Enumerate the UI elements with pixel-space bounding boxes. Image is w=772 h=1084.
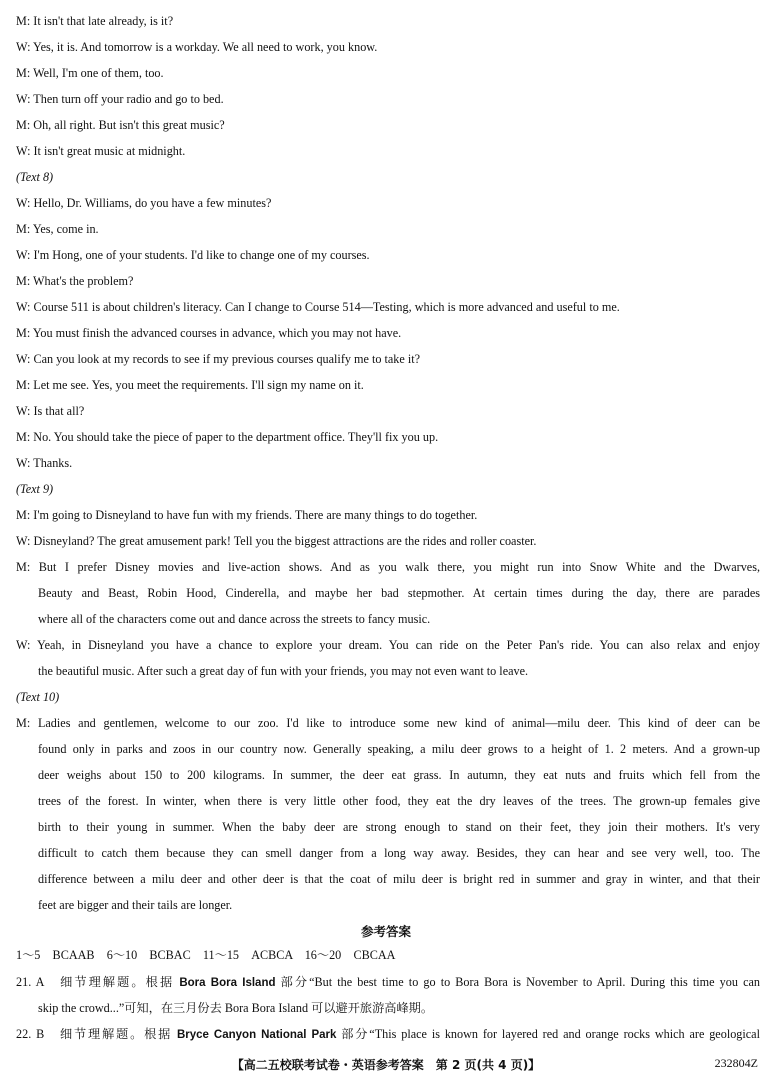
monologue-line-continued: deer weighs about 150 to 200 kilograms. In summer, the deer eat grass. In autumn, they eat nuts and fruits which fell from the (38, 768, 760, 782)
dialogue-line: W: Course 511 is about children's literacy. Can I change to Course 514—Testing, which is more advanced and useful to me. (16, 300, 620, 314)
dialogue-line-continued: the beautiful music. After such a great day of fun with your friends, you may not even want to leave. (38, 664, 529, 678)
answer-21: 21. A 细节理解题。根据 Bora Bora Island 部分“But the best time to go to Bora Bora is November to April. During this time you can (16, 975, 760, 989)
answers-heading: 参考答案 (360, 924, 411, 939)
monologue-line-continued: birth to their young in summer. When the baby deer are strong enough to stand on their feet, they join their mothers. It's very (38, 820, 760, 834)
section-label-text10: (Text 10) (16, 690, 60, 704)
monologue-line-continued: found only in parks and zoos in our country now. Generally speaking, a milu deer grows to a height of 1. 2 meters. And a grown-up (38, 742, 760, 756)
monologue-line-continued: feet are bigger and their tails are longer. (38, 898, 233, 912)
monologue-line-continued: difference between a milu deer and other deer is that the coat of milu deer is bright red in summer and gray in winter, and that their (38, 872, 760, 886)
dialogue-line: M: I'm going to Disneyland to have fun with my friends. There are many things to do together. (16, 508, 478, 522)
dialogue-line: M: It isn't that late already, is it? (16, 14, 174, 28)
dialogue-line-continued: Beauty and Beast, Robin Hood, Cinderella, and maybe her bad stepmother. At certain times during the day, there are parades (38, 586, 760, 600)
section-label-text8: (Text 8) (16, 170, 54, 184)
dialogue-line: M: No. You should take the piece of paper to the department office. They'll fix you up. (16, 430, 439, 444)
dialogue-line: W: Disneyland? The great amusement park! Tell you the biggest attractions are the rides and roller coaster. (16, 534, 537, 548)
dialogue-line: M: Let me see. Yes, you meet the requirements. I'll sign my name on it. (16, 378, 364, 392)
document-code: 232804Z (714, 1056, 758, 1070)
dialogue-line: M: What's the problem? (16, 274, 134, 288)
monologue-line-continued: difficult to catch them because they can smell danger from a long way away. Besides, they can hear and see very well, too. The (38, 846, 760, 860)
answer-22: 22. B 细节理解题。根据 Bryce Canyon National Park 部分“This place is known for layered red and orange rocks which are geological (16, 1027, 760, 1041)
answers-summary: 1～5 BCAAB 6～10 BCBAC 11～15 ACBCA 16～20 CBCAA (16, 948, 396, 962)
dialogue-line: W: Can you look at my records to see if my previous courses qualify me to take it? (16, 352, 421, 366)
dialogue-line: M: But I prefer Disney movies and live-action shows. And as you walk there, you might run into Snow White and the Dwarves, (16, 560, 760, 574)
dialogue-line: W: Yeah, in Disneyland you have a chance to explore your dream. You can ride on the Peter Pan's ride. You can also relax and enjoy (16, 638, 760, 652)
dialogue-line: W: I'm Hong, one of your students. I'd like to change one of my courses. (16, 248, 370, 262)
dialogue-line: W: Yes, it is. And tomorrow is a workday. We all need to work, you know. (16, 40, 378, 54)
dialogue-line-continued: where all of the characters come out and dance across the streets to fancy music. (38, 612, 431, 626)
dialogue-line: W: Hello, Dr. Williams, do you have a few minutes? (16, 196, 272, 210)
section-label-text9: (Text 9) (16, 482, 54, 496)
dialogue-line: W: Thanks. (16, 456, 73, 470)
dialogue-line: W: It isn't great music at midnight. (16, 144, 186, 158)
dialogue-line: M: Oh, all right. But isn't this great music? (16, 118, 225, 132)
dialogue-line: W: Is that all? (16, 404, 85, 418)
dialogue-line: M: Yes, come in. (16, 222, 99, 236)
dialogue-line: M: You must finish the advanced courses in advance, which you may not have. (16, 326, 402, 340)
monologue-line: M: Ladies and gentlemen, welcome to our zoo. I'd like to introduce some new kind of animal—milu deer. This kind of deer can be (16, 716, 760, 730)
page-footer: 【高二五校联考试卷・英语参考答案 第 2 页(共 4 页)】 (231, 1058, 541, 1072)
answer-21-continued: skip the crowd...”可知，在三月份去 Bora Bora Island 可以避开旅游高峰期。 (38, 1001, 434, 1015)
dialogue-line: M: Well, I'm one of them, too. (16, 66, 164, 80)
dialogue-line: W: Then turn off your radio and go to bed. (16, 92, 224, 106)
monologue-line-continued: trees of the forest. In winter, when there is very little other food, they eat the dry leaves of the trees. The grown-up females give (38, 794, 760, 808)
